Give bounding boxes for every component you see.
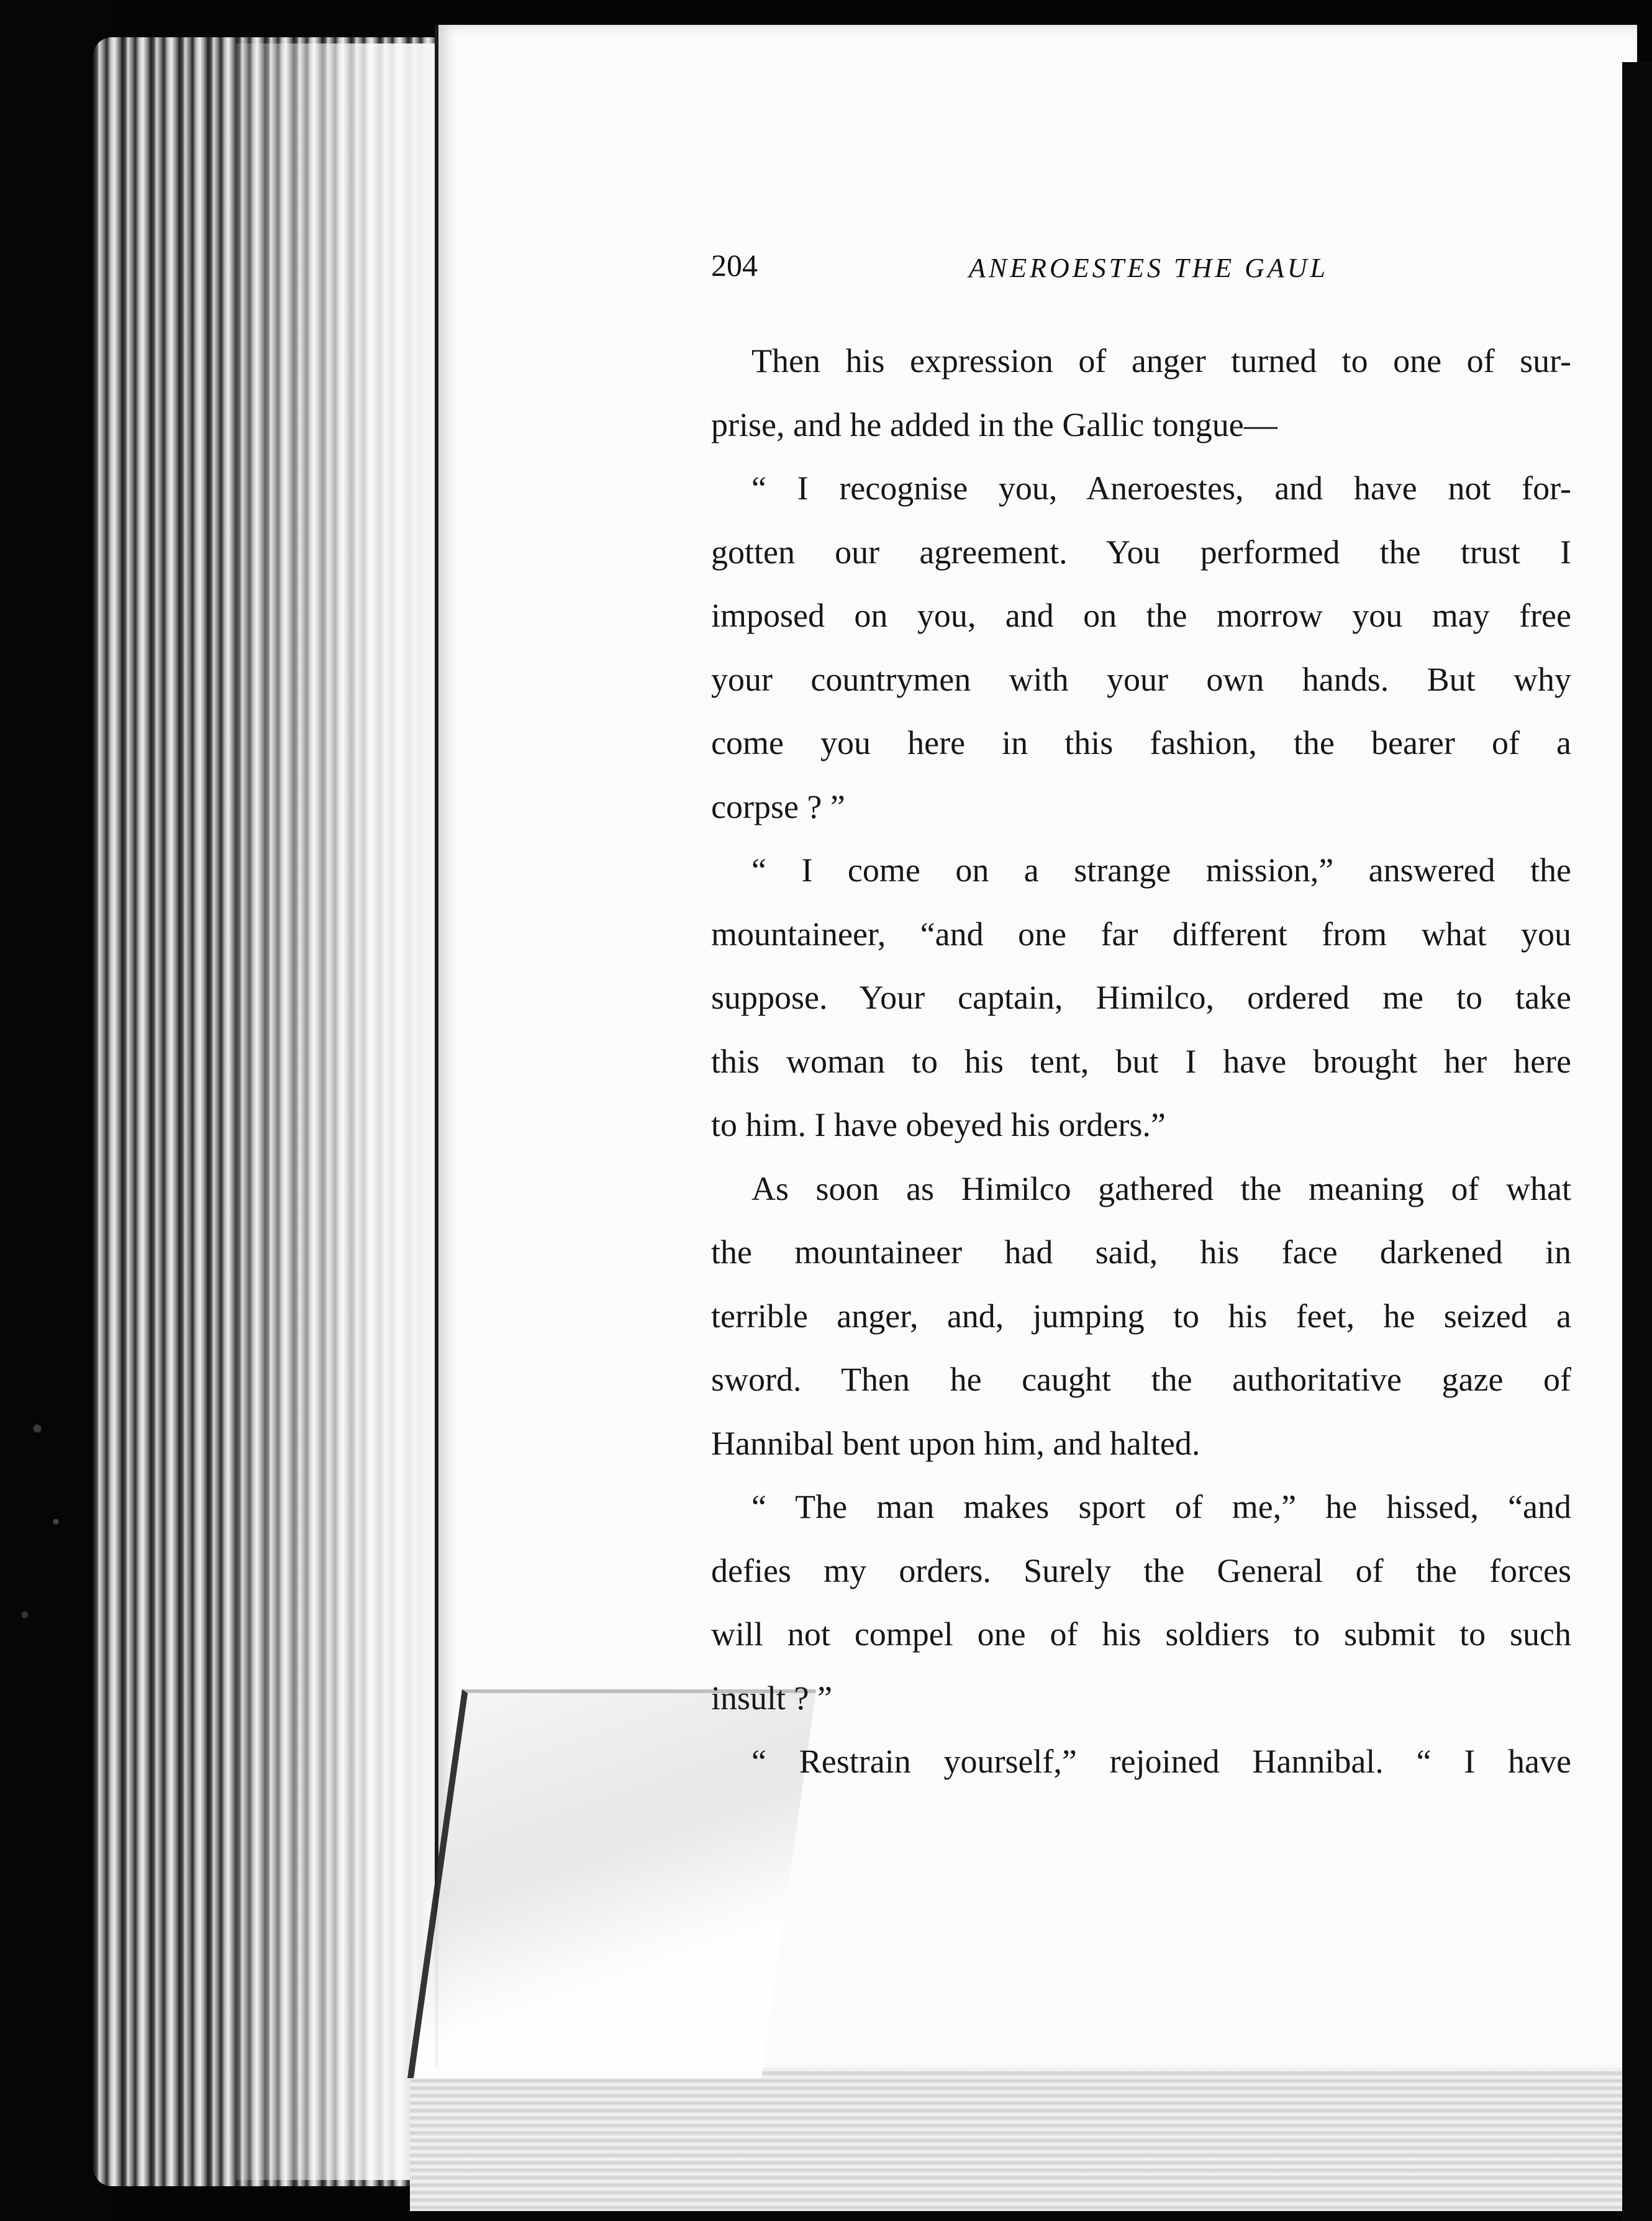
body-text xyxy=(711,329,1571,1794)
right-scan-edge xyxy=(1622,62,1652,2221)
running-title: ANEROESTES THE GAUL xyxy=(969,253,1328,283)
text-line: suppose. Your captain, Himilco, ordered me to take xyxy=(711,979,1571,1016)
text-line: Then his expression of anger turned to one of sur- xyxy=(751,342,1571,379)
text-line: Hannibal bent upon him, and halted. xyxy=(711,1424,1200,1462)
text-line: prise, and he added in the Gallic tongue— xyxy=(711,406,1278,443)
text-line: will not compel one of his soldiers to submit to such xyxy=(711,1615,1571,1653)
text-line: gotten our agreement. You performed the trust I xyxy=(711,533,1571,571)
text-line: corpse ? ” xyxy=(711,788,845,825)
text-line: this woman to his tent, but I have brought her here xyxy=(711,1042,1571,1080)
text-line: sword. Then he caught the authoritative gaze of xyxy=(711,1361,1571,1398)
text-line: “ I come on a strange mission,” answered the xyxy=(751,852,1571,889)
text-line: As soon as Himilco gathered the meaning of what xyxy=(751,1170,1571,1207)
text-line: “ I recognise you, Aneroestes, and have not for- xyxy=(751,470,1571,507)
text-line: terrible anger, and, jumping to his feet, he seized a xyxy=(711,1297,1571,1335)
text-line: your countrymen with your own hands. But why xyxy=(711,660,1571,698)
text-line: imposed on you, and on the morrow you may free xyxy=(711,597,1571,634)
page-number: 204 xyxy=(711,248,758,283)
bottom-page-edges xyxy=(410,2068,1627,2211)
text-line: defies my orders. Surely the General of the forces xyxy=(711,1551,1571,1589)
page-header xyxy=(711,247,1394,291)
text-line: insult ? ” xyxy=(711,1679,832,1717)
text-line: “ Restrain yourself,” rejoined Hannibal. “ I have xyxy=(751,1743,1571,1780)
text-line: mountaineer, “and one far different from what you xyxy=(711,915,1571,953)
text-line: come you here in this fashion, the bearer of a xyxy=(711,724,1571,761)
page-edges-highlight xyxy=(236,43,441,2180)
text-line: the mountaineer had said, his face darkened in xyxy=(711,1233,1571,1271)
text-line: to him. I have obeyed his orders.” xyxy=(711,1106,1166,1143)
text-line: “ The man makes sport of me,” he hissed, “and xyxy=(751,1488,1571,1525)
